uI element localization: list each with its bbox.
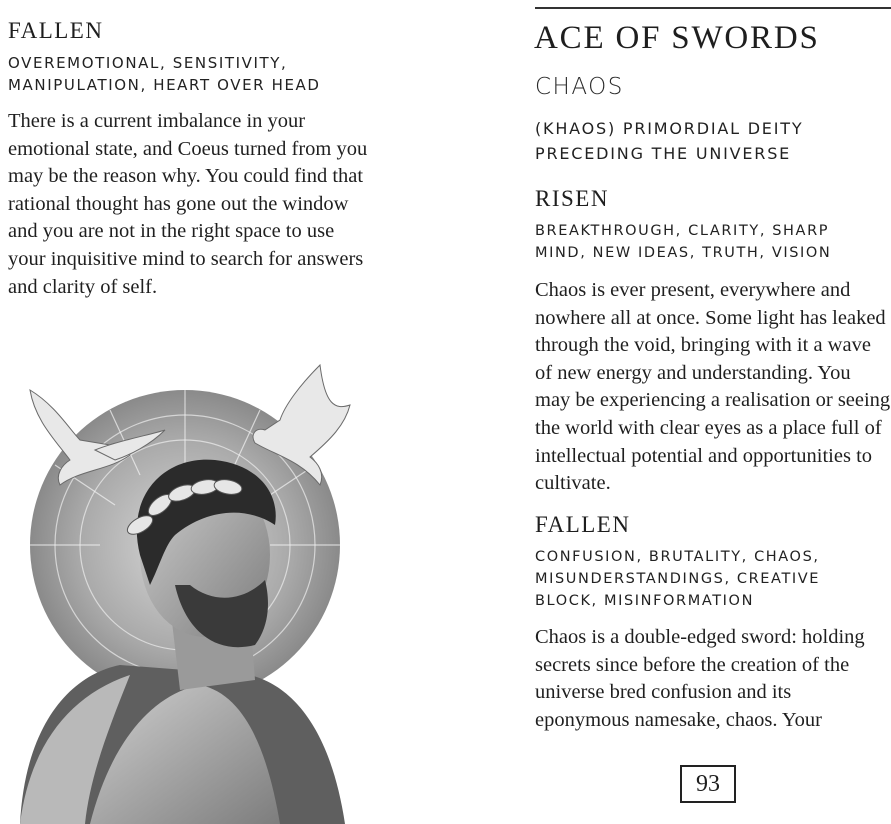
fallen-paragraph: Chaos is a double-edged sword: holding secrets since before the creation of the universe bred confusion and its eponymous namesake, chaos. Your [535,626,865,731]
left-fallen-heading: FALLEN [8,18,104,43]
left-fallen-keywords: OVEREMOTIONAL, SENSITIVITY, MANIPULATION, HEART OVER HEAD [8,54,321,94]
top-rule [535,7,891,9]
left-fallen-paragraph: There is a current imbalance in your emotional state, and Coeus turned from you may be the reason why. You could find that rational thought has gone out the window and you are not in the right space to use your inquisitive mind to search for answers and clarity of self. [8,110,368,298]
risen-paragraph: Chaos is ever present, everywhere and nowhere all at once. Some light has leaked through the void, bringing with it a wave of new energy and understanding. You may be experiencing a realisation or seeing the world with clear eyes as a place full of intellectual potential and opportunities to cultivate. [535,279,891,495]
fallen-heading: FALLEN [535,512,631,537]
risen-keywords: BREAKTHROUGH, CLARITY, SHARP MIND, NEW IDEAS, TRUTH, VISION [535,223,832,261]
card-subtitle: CHAOS [535,74,624,100]
card-title: ACE OF SWORDS [534,20,820,56]
page-number: 93 [680,765,736,803]
card-description: (KHAOS) PRIMORDIAL DEITY PRECEDING THE UNIVERSE [535,119,804,163]
coeus-illustration [0,345,360,824]
risen-heading: RISEN [535,186,609,211]
fallen-keywords: CONFUSION, BRUTALITY, CHAOS, MISUNDERSTANDINGS, CREATIVE BLOCK, MISINFORMATION [535,549,821,609]
